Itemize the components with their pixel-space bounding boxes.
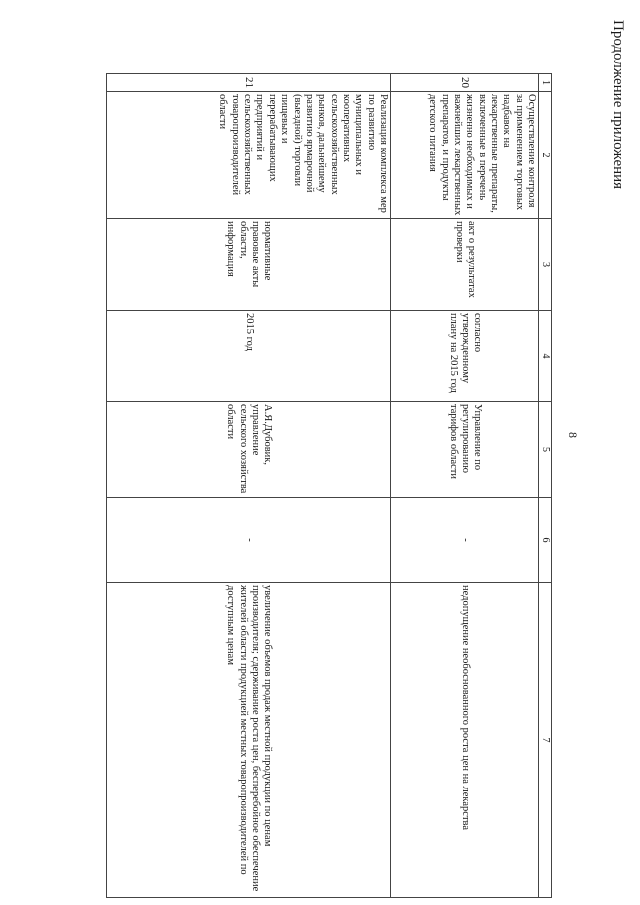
col6-cell: - [391, 498, 539, 583]
measure-cell: Реализация комплекса мер по развитию муниципальных и кооперативных сельскохозяйственных рынков, дальнейшему развитию ярмарочной (выездной) торговли пищевых и перерабатывающих предприятий и сельскохозяйственных товаропроизводителей области [107, 92, 391, 219]
term-cell: 2015 год [107, 311, 391, 402]
row-number: 20 [391, 74, 539, 92]
table-row [391, 74, 539, 898]
continuation-heading: Продолжение приложения [610, 20, 626, 190]
page-number: 8 [566, 432, 580, 438]
measure-cell: Осуществление контроля за применением торговых надбавок на лекарственные препараты, включенные в перечень жизненно необходимых и важнейших лекарственных препаратов, и продукты детского питания [391, 92, 539, 219]
responsible-cell: Управление по регулированию тарифов области [391, 402, 539, 498]
term-cell: согласно утвержденному плану на 2015 год [391, 311, 539, 402]
header-cell: 3 [539, 219, 552, 311]
col6-cell: - [107, 498, 391, 583]
header-cell: 7 [539, 583, 552, 898]
measures-table [106, 73, 552, 898]
header-cell: 1 [539, 74, 552, 92]
form-cell: акт о результатах проверки [391, 219, 539, 311]
result-cell: увеличение объемов продаж местной продукции по ценам производителя; сдерживание роста цен, бесперебойное обеспечение жителей области продукцией местных товаропроизводителей по доступным ценам [107, 583, 391, 898]
row-number: 21 [107, 74, 391, 92]
responsible-cell: А.Я.Дубовик, управление сельского хозяйства области [107, 402, 391, 498]
header-cell: 4 [539, 311, 552, 402]
form-cell: нормативные правовые акты области, информация [107, 219, 391, 311]
table-row [107, 74, 391, 898]
header-cell: 5 [539, 402, 552, 498]
header-cell: 2 [539, 92, 552, 219]
result-cell: недопущение необоснованного роста цен на лекарства [391, 583, 539, 898]
header-row [539, 74, 552, 898]
header-cell: 6 [539, 498, 552, 583]
